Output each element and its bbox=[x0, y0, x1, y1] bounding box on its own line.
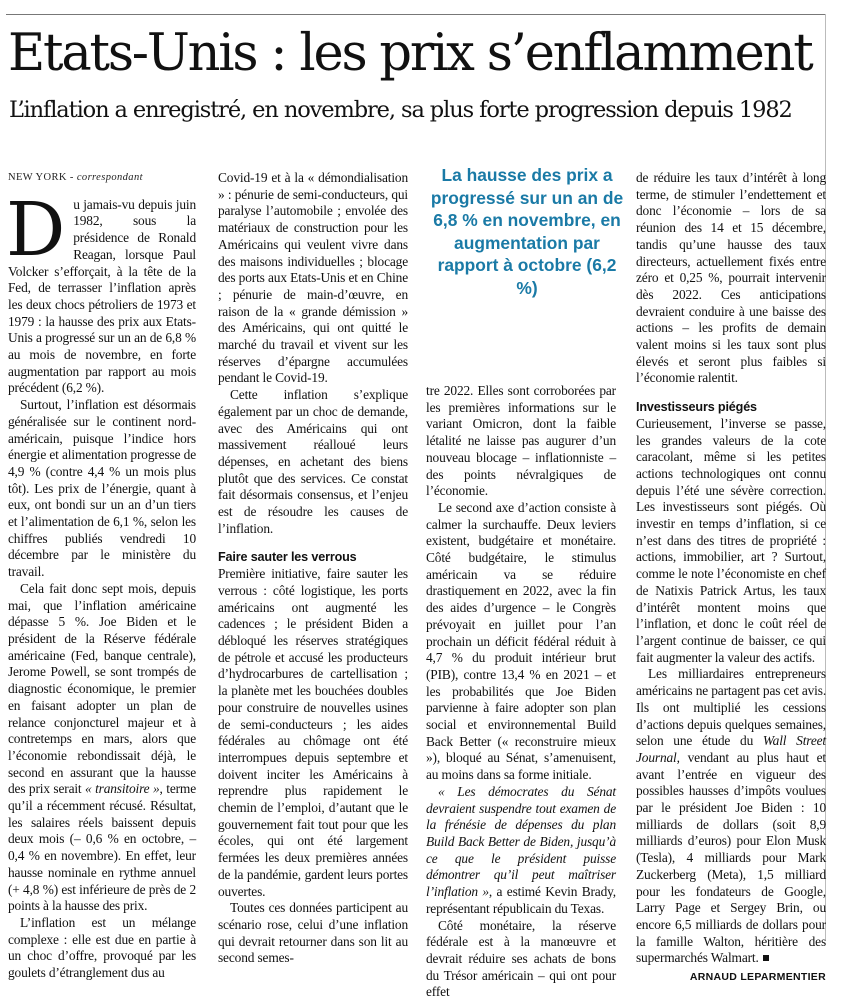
paragraph-text: u jamais-vu depuis juin 1982, sous la présidence de Ronald Reagan, lorsque Paul Volcker s’efforçait, à la tête de la Fed, de terrasser l’inflation après les deux chocs pétroliers de 1973 et 1979 : la hausse des prix aux Etats-Unis a progressé sur un an de 6,8 % au mois de novembre, en forte augmentation par rapport au mois précédent (6,2 %). bbox=[8, 197, 196, 396]
subheading: Faire sauter les verrous bbox=[218, 549, 408, 566]
paragraph-text: , a estimé Kevin Brady, représentant républicain du Texas. bbox=[426, 884, 616, 916]
publication-italic: Wall Street Journal bbox=[636, 733, 826, 765]
byline bbox=[8, 170, 196, 187]
byline-location: NEW YORK bbox=[8, 172, 67, 183]
paragraph: Première initiative, faire sauter les verrous : côté logistique, les ports américains ont augmenté les cadences ; le président Biden a débloqué les réserves stratégiques de pétrole et accusé les producteurs d’hydrocarbures de cartellisation ; la planète met les bouchées doubles pour construire de nouvelles usines de semi-conducteurs ; les aides fédérales au chômage ont été interrompues depuis septembre et doivent inciter les Américains à reprendre plus rapidement le chemin de l’emploi, d’autant que le gouvernement fait tout pour que les écoles, qui ont été largement fermées les deux premières années de la pandémie, gardent leurs portes ouvertes. bbox=[218, 566, 408, 900]
paragraph-text: , terme qu’il a récemment récusé. Résultat, les salaires réels baissent depuis deux mois (– 0,6 % en octobre, – 0,4 % en novembre). En effet, leur hausse nominale en rythme annuel (+ 4,8 %) est inférieure de près de 2 points à la hausse des prix. bbox=[8, 781, 196, 913]
paragraph-text: Les milliardaires entrepreneurs américains ne partagent pas cet avis. Ils ont multiplié les cessions d’actions depuis quelques semaines, selon une étude du bbox=[636, 666, 826, 748]
quote-italic: « Les démocrates du Sénat devraient suspendre tout examen de la frénésie de dépenses du plan Build Back Better de Biden, jusqu’à ce que le président puisse démontrer qu’il peut maîtriser l’inflation » bbox=[426, 784, 616, 899]
paragraph: Curieusement, l’inverse se passe, les grandes valeurs de la cote caracolant, même si les petites actions technologiques ont connu depuis l’été une sévère correction. Les investisseurs sont piégés. Où investir en temps d’inflation, si ce n’est dans des titres de propriété : actions, immobilier, art ? Surtout, comme le note l’économiste en chef de Natixis Patrick Artus, les taux d’intérêt montent moins que l’inflation, et donc le coût réel de l’argent continue de baisser, ce qui fait augmenter la valeur des actifs. bbox=[636, 416, 826, 667]
paragraph: Le second axe d’action consiste à calmer la surchauffe. Deux leviers existent, budgétaire et monétaire. Côté budgétaire, le stimulus américain va se réduire drastiquement en 2022, avec la fin des aides d’urgence – le Congrès prévoyait en juillet pour l’an prochain un déficit fédéral réduit à 4,7 % du produit intérieur brut (PIB), contre 13,4 % en 2021 – et les probabilités que Joe Biden parvienne à faire adopter son plan social et environnemental Build Back Better (« reconstruire mieux »), bloqué au Sénat, s’amenuisent, au moins dans sa forme initiale. bbox=[426, 500, 616, 784]
paragraph-text: , vendant au plus haut et avant l’entrée en vigueur des possibles hausses d’impôts voulues par le président Joe Biden : 10 milliards de dollars (soit 8,9 milliards d’euros) pour Elon Musk (Tesla), 4 milliards pour Mark Zuckerberg (Meta), 1,5 milliard pour les fondateurs de Google, Larry Page et Sergey Brin, ou encore 6,5 milliards de dollars pour la famille Walton, héritière des supermarchés Walmart. bbox=[636, 750, 826, 965]
column-2 bbox=[218, 170, 408, 940]
subheading: Investisseurs piégés bbox=[636, 399, 826, 416]
article-subtitle: L’inflation a enregistré, en novembre, sa plus forte progression depuis 1982 bbox=[9, 93, 829, 127]
paragraph: Covid-19 et à la « démondialisation » : pénurie de semi-conducteurs, qui paralyse l’automobile ; envolée des matériaux de construction pour les Américains qui veulent vivre dans des maisons individuelles ; blocage des ports aux Etats-Unis et en Chine ; pénurie de main-d’œuvre, en raison de la « grande démission » des Américains, qui ont quitté le marché du travail et vivent sur les réserves d’épargne accumulées pendant le Covid-19. bbox=[218, 170, 408, 387]
paragraph: Cette inflation s’explique également par un choc de demande, avec des Américains qui ont massivement réalloué leurs dépenses, en achetant des biens plutôt que des services. Ce constat fait désormais consensus, et l’enjeu est de résoudre les causes de l’inflation. bbox=[218, 387, 408, 537]
paragraph: L’inflation est un mélange complexe : elle est due en partie à un choc d’offre, provoqué par les goulets d’étranglement dus au bbox=[8, 915, 196, 982]
paragraph: Surtout, l’inflation est désormais généralisée sur le continent nord-américain, puisque l’indice hors énergie et alimentation progresse de 4,9 % (contre 4,4 % un mois plus tôt). Les prix de l’énergie, quant à eux, ont bondi sur un an d’un tiers et l’alimentation de 6,1 %, selon les chiffres publiés vendredi 10 décembre par le ministère du travail. bbox=[8, 397, 196, 581]
quote-italic: « transitoire » bbox=[85, 781, 160, 796]
byline-separator: - bbox=[67, 172, 77, 183]
article-headline: Etats-Unis : les prix s’enflamment bbox=[8, 18, 828, 90]
column-3 bbox=[426, 383, 616, 940]
paragraph-text: Cela fait donc sept mois, depuis mai, que l’inflation américaine dépasse 5 %. Joe Biden et le président de la Réserve fédérale américaine (Fed, banque centrale), Jerome Powell, se sont trompés de diagnostic économique, le premier en faisant adopter un plan de relance conjoncturel majeur et à contretemps en mars, alors que l’économie rebondissait déjà, le second en assurant que la hausse des prix serait bbox=[8, 581, 196, 796]
column-1 bbox=[8, 170, 196, 940]
paragraph: Côté monétaire, la réserve fédérale est à la manœuvre et devrait réduire ses achats de bons du Trésor américain – qui ont pour effet bbox=[426, 918, 616, 1001]
paragraph bbox=[426, 784, 616, 918]
pull-quote: La hausse des prix a progressé sur un an de 6,8 % en novembre, en augmentation par rapport à octobre (6,2 %) bbox=[428, 164, 626, 300]
drop-cap: D bbox=[6, 199, 65, 265]
column-4 bbox=[636, 170, 826, 940]
author-signature: ARNAUD LEPARMENTIER bbox=[636, 969, 826, 986]
byline-role: correspondant bbox=[77, 172, 143, 183]
top-rule bbox=[6, 14, 826, 15]
paragraph: tre 2022. Elles sont corroborées par les premières informations sur le variant Omicron, dont la faible létalité ne laisse pas augurer d’un nouveau blocage – inflationniste – des points névralgiques de l’économie. bbox=[426, 383, 616, 500]
end-mark-icon bbox=[763, 955, 769, 961]
paragraph bbox=[8, 581, 196, 915]
paragraph: de réduire les taux d’intérêt à long terme, de stimuler l’endettement et donc l’économie – lors de sa réunion des 14 et 15 décembre, tandis qu’une hausse des taux directeurs, actuellement fixés entre zéro et 0,25 %, pourrait intervenir dès 2022. Ces anticipations devraient conduire à une baisse des actions – les profits de demain valent moins si les taux sont plus élevés et seront plus faibles si l’économie ralentit. bbox=[636, 170, 826, 387]
paragraph: Toutes ces données participent au scénario rose, celui d’une inflation qui devrait retourner dans son lit au second semes- bbox=[218, 900, 408, 967]
paragraph bbox=[8, 197, 196, 397]
paragraph bbox=[636, 666, 826, 967]
